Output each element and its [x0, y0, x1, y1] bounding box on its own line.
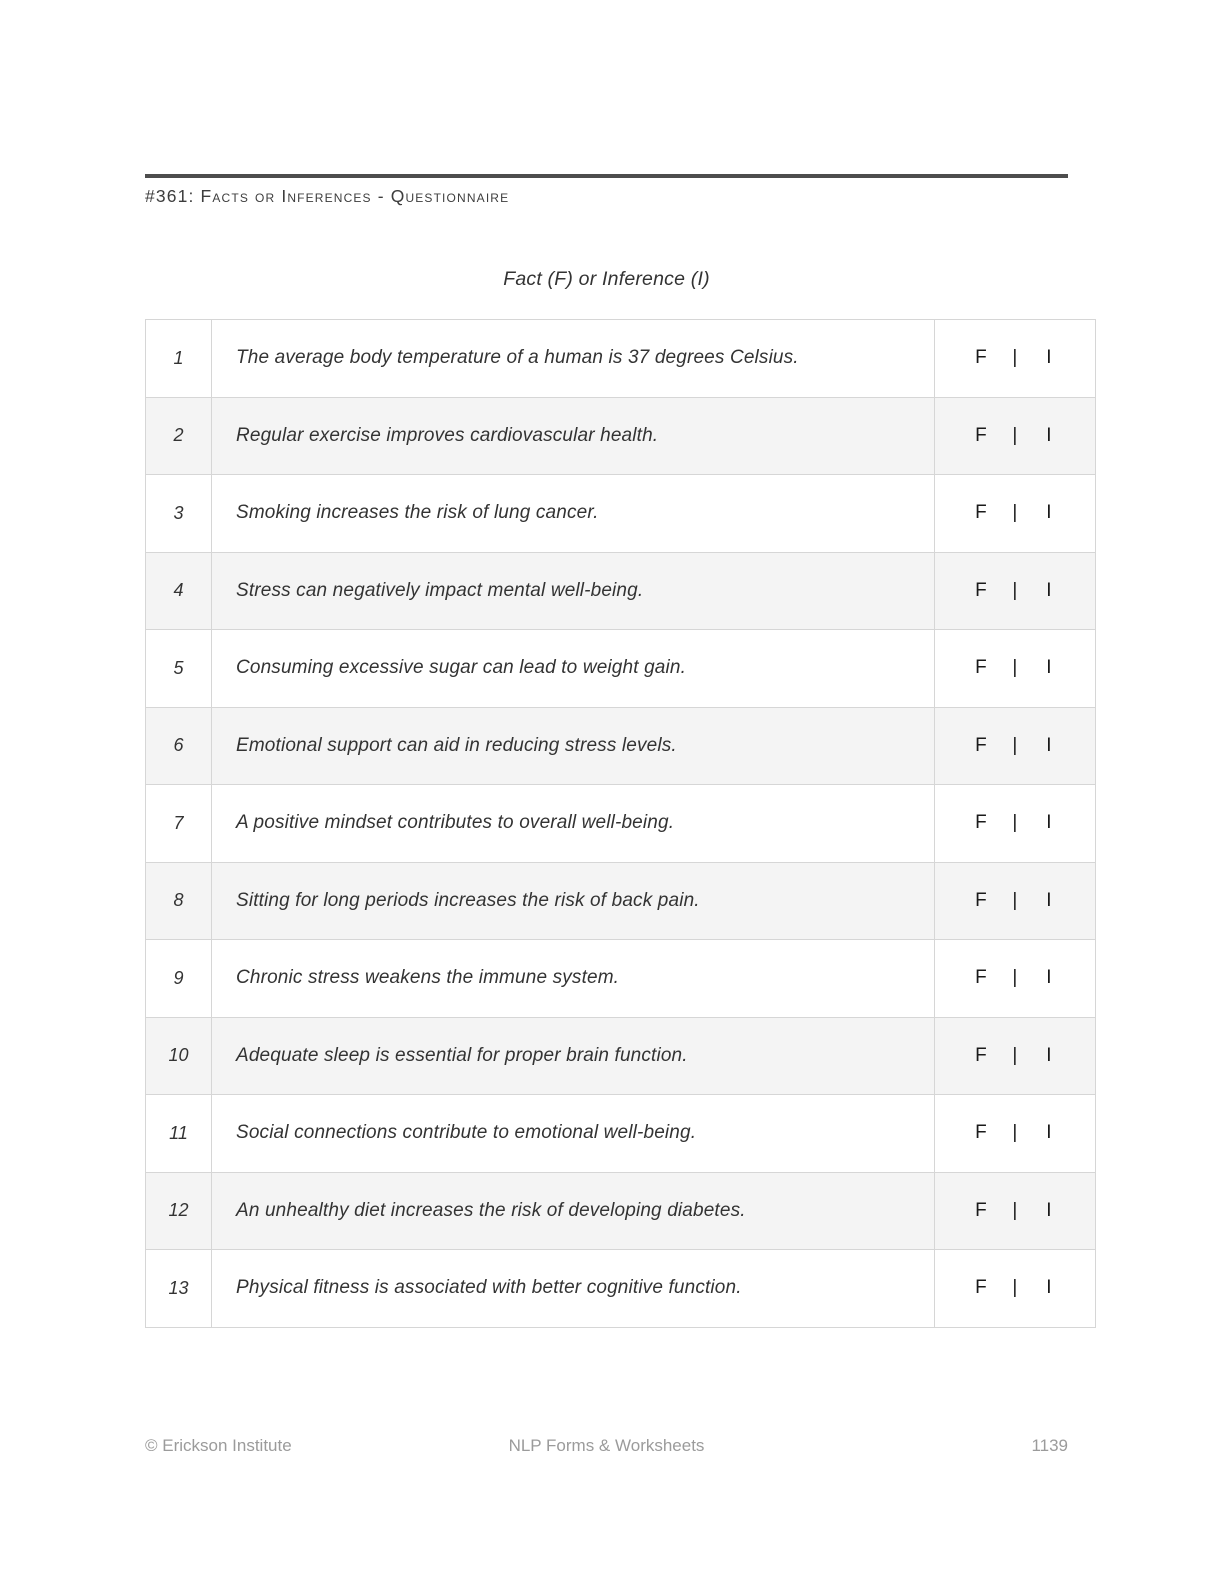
- answer-separator: |: [1012, 889, 1018, 911]
- answer-cell: [935, 707, 1096, 785]
- answer-choices: [935, 1200, 1095, 1222]
- answer-cell: [935, 1172, 1096, 1250]
- answer-cell: [935, 475, 1096, 553]
- row-number: 3: [146, 475, 212, 553]
- answer-choices: [935, 812, 1095, 834]
- answer-option-inference[interactable]: I: [1046, 812, 1052, 834]
- header-rule: [145, 174, 1068, 178]
- answer-option-inference[interactable]: I: [1046, 424, 1052, 446]
- table-row: [146, 862, 1096, 940]
- answer-option-fact[interactable]: F: [975, 967, 987, 989]
- answer-option-fact[interactable]: F: [975, 1277, 987, 1299]
- table-row: [146, 552, 1096, 630]
- answer-choices: [935, 580, 1095, 602]
- row-number: 6: [146, 707, 212, 785]
- table-row: [146, 785, 1096, 863]
- answer-separator: |: [1012, 1122, 1018, 1144]
- answer-option-fact[interactable]: F: [975, 734, 987, 756]
- row-number: 11: [146, 1095, 212, 1173]
- answer-cell: [935, 1095, 1096, 1173]
- answer-separator: |: [1012, 1277, 1018, 1299]
- row-statement: Adequate sleep is essential for proper brain function.: [212, 1017, 935, 1095]
- answer-cell: [935, 397, 1096, 475]
- answer-cell: [935, 940, 1096, 1018]
- answer-option-inference[interactable]: I: [1046, 1277, 1052, 1299]
- answer-choices: [935, 890, 1095, 912]
- page-title: #361: Facts or Inferences - Questionnaire: [145, 186, 510, 206]
- answer-separator: |: [1012, 347, 1018, 369]
- answer-option-fact[interactable]: F: [975, 657, 987, 679]
- answer-option-fact[interactable]: F: [975, 579, 987, 601]
- answer-cell: [935, 1250, 1096, 1328]
- table-row: [146, 707, 1096, 785]
- row-statement: Chronic stress weakens the immune system.: [212, 940, 935, 1018]
- row-statement: Smoking increases the risk of lung cancer.: [212, 475, 935, 553]
- row-statement: Consuming excessive sugar can lead to weight gain.: [212, 630, 935, 708]
- answer-separator: |: [1012, 812, 1018, 834]
- row-number: 7: [146, 785, 212, 863]
- answer-option-inference[interactable]: I: [1046, 889, 1052, 911]
- row-statement: An unhealthy diet increases the risk of developing diabetes.: [212, 1172, 935, 1250]
- row-statement: Stress can negatively impact mental well-being.: [212, 552, 935, 630]
- row-number: 8: [146, 862, 212, 940]
- answer-choices: [935, 657, 1095, 679]
- answer-option-fact[interactable]: F: [975, 812, 987, 834]
- answer-separator: |: [1012, 657, 1018, 679]
- table-row: [146, 940, 1096, 1018]
- row-number: 9: [146, 940, 212, 1018]
- table-row: [146, 1250, 1096, 1328]
- answer-separator: |: [1012, 967, 1018, 989]
- answer-option-inference[interactable]: I: [1046, 657, 1052, 679]
- answer-cell: [935, 630, 1096, 708]
- worksheet-subtitle: Fact (F) or Inference (I): [503, 268, 710, 290]
- row-statement: Sitting for long periods increases the risk of back pain.: [212, 862, 935, 940]
- table-row: [146, 320, 1096, 398]
- answer-option-fact[interactable]: F: [975, 424, 987, 446]
- footer-page-number: 1139: [1031, 1436, 1068, 1455]
- answer-option-inference[interactable]: I: [1046, 579, 1052, 601]
- answer-choices: [935, 425, 1095, 447]
- table-row: [146, 397, 1096, 475]
- table-row: [146, 475, 1096, 553]
- table-row: [146, 1095, 1096, 1173]
- answer-option-inference[interactable]: I: [1046, 502, 1052, 524]
- answer-option-inference[interactable]: I: [1046, 734, 1052, 756]
- answer-separator: |: [1012, 424, 1018, 446]
- answer-cell: [935, 552, 1096, 630]
- row-number: 2: [146, 397, 212, 475]
- answer-option-fact[interactable]: F: [975, 502, 987, 524]
- answer-option-fact[interactable]: F: [975, 1122, 987, 1144]
- answer-choices: [935, 502, 1095, 524]
- answer-separator: |: [1012, 1199, 1018, 1221]
- questionnaire-table: [145, 319, 1096, 1328]
- row-statement: A positive mindset contributes to overall well-being.: [212, 785, 935, 863]
- answer-option-inference[interactable]: I: [1046, 1122, 1052, 1144]
- row-number: 1: [146, 320, 212, 398]
- table-row: [146, 630, 1096, 708]
- answer-choices: [935, 1277, 1095, 1299]
- row-statement: Social connections contribute to emotional well-being.: [212, 1095, 935, 1173]
- answer-cell: [935, 1017, 1096, 1095]
- answer-separator: |: [1012, 734, 1018, 756]
- row-statement: Regular exercise improves cardiovascular health.: [212, 397, 935, 475]
- row-number: 5: [146, 630, 212, 708]
- questionnaire-table-body: [146, 320, 1096, 1328]
- answer-separator: |: [1012, 1044, 1018, 1066]
- row-number: 12: [146, 1172, 212, 1250]
- answer-choices: [935, 967, 1095, 989]
- answer-option-inference[interactable]: I: [1046, 1044, 1052, 1066]
- answer-separator: |: [1012, 502, 1018, 524]
- table-row: [146, 1172, 1096, 1250]
- row-statement: Emotional support can aid in reducing stress levels.: [212, 707, 935, 785]
- answer-cell: [935, 862, 1096, 940]
- row-statement: The average body temperature of a human is 37 degrees Celsius.: [212, 320, 935, 398]
- answer-option-fact[interactable]: F: [975, 889, 987, 911]
- answer-option-inference[interactable]: I: [1046, 347, 1052, 369]
- footer-copyright: © Erickson Institute: [145, 1436, 292, 1455]
- answer-option-inference[interactable]: I: [1046, 967, 1052, 989]
- answer-cell: [935, 785, 1096, 863]
- table-row: [146, 1017, 1096, 1095]
- answer-choices: [935, 347, 1095, 369]
- answer-separator: |: [1012, 579, 1018, 601]
- answer-choices: [935, 1045, 1095, 1067]
- answer-option-inference[interactable]: I: [1046, 1199, 1052, 1221]
- answer-option-fact[interactable]: F: [975, 347, 987, 369]
- answer-option-fact[interactable]: F: [975, 1199, 987, 1221]
- answer-cell: [935, 320, 1096, 398]
- answer-option-fact[interactable]: F: [975, 1044, 987, 1066]
- page-footer: [145, 1436, 1068, 1462]
- answer-choices: [935, 1122, 1095, 1144]
- row-number: 10: [146, 1017, 212, 1095]
- answer-choices: [935, 735, 1095, 757]
- row-statement: Physical fitness is associated with better cognitive function.: [212, 1250, 935, 1328]
- footer-collection-title: NLP Forms & Worksheets: [508, 1436, 705, 1455]
- row-number: 13: [146, 1250, 212, 1328]
- row-number: 4: [146, 552, 212, 630]
